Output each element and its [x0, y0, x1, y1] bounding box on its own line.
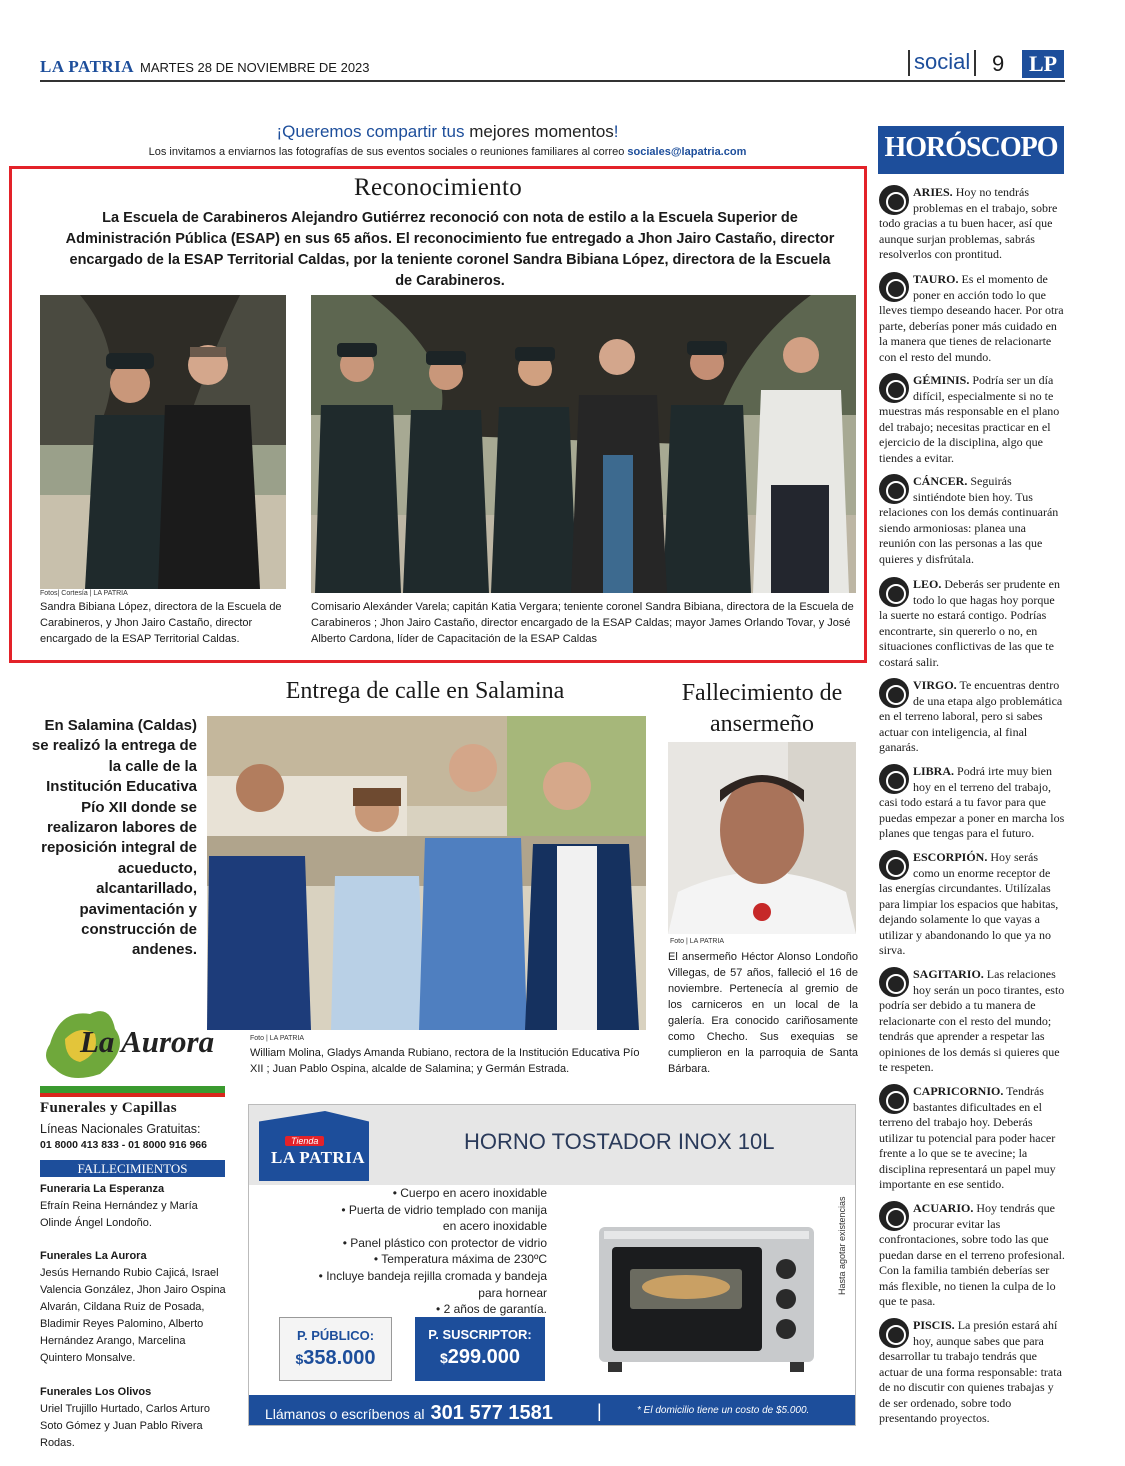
currency-symbol: $: [439, 1350, 448, 1366]
ad-title: HORNO TOSTADOR INOX 10L: [464, 1129, 775, 1154]
funeral-home-name: Funerales Los Olivos: [40, 1386, 152, 1398]
obituary-block: [40, 1248, 228, 1367]
horoscope-escorpion: [879, 850, 1065, 959]
photo-credit-reconocimiento: Fotos| Cortesía | LA PATRIA: [40, 590, 128, 597]
issue-date: MARTES 28 DE NOVIEMBRE DE 2023: [140, 60, 370, 75]
sign-name: CAPRICORNIO.: [913, 1084, 1004, 1098]
cancer-icon: [879, 474, 909, 504]
sign-name: TAURO.: [913, 272, 959, 286]
horoscope-acuario: [879, 1201, 1065, 1310]
horoscope-piscis: [879, 1318, 1065, 1427]
ad-feature: • Cuerpo en acero inoxidable: [392, 1186, 547, 1200]
sign-name: GÉMINIS.: [913, 373, 970, 387]
newspaper-logo: LA PATRIA: [40, 57, 135, 76]
sign-text: Las relaciones hoy serán un poco tirantes, esto podría ser debido a tu manera de relacionarte con el resto del mundo; tendrás que aprender a respetar las opiniones de los demás si quieres que te respeten.: [879, 967, 1065, 1074]
ad-delivery-note: * El domicilio tiene un costo de $5.000.: [637, 1405, 810, 1416]
fallecimientos-header: FALLECIMIENTOS: [40, 1160, 225, 1177]
tienda-label: Tienda: [285, 1136, 324, 1146]
obituary-block: [40, 1181, 228, 1232]
pisces-icon: [879, 1318, 909, 1348]
sign-name: LIBRA.: [913, 764, 955, 778]
price-public: [279, 1317, 392, 1381]
invite-body: Los invitamos a enviarnos las fotografías de sus eventos sociales o reuniones familiares al correo: [148, 146, 625, 158]
sign-text: Deberás ser prudente en todo lo que hagas hoy porque la suerte no estará contigo. Podrías encontrarte, sin quererlo o no, en situaciones conflictivas de las que te costará salir.: [879, 577, 1060, 669]
gemini-icon: [879, 373, 909, 403]
horoscope-geminis: [879, 373, 1065, 466]
section-name: social: [908, 50, 976, 76]
aurora-green-bar: [40, 1086, 225, 1093]
sign-text: Hoy no tendrás problemas en el trabajo, sobre todo gracias a tu buen hacer, así que aunque surjan problemas, sabrás resolverlos con prontitud.: [879, 185, 1058, 261]
price-subscriber: [415, 1317, 545, 1381]
photo-credit-fallecimiento: Foto | LA PATRIA: [670, 938, 725, 945]
horoscope-virgo: [879, 678, 1065, 756]
ad-stock-note: Hasta agotar existencias: [837, 1196, 847, 1295]
sign-text: La presión estará ahí hoy, aunque sabes que para desarrollar tu trabajo tendrás que actuar de una forma responsable: trata de no discutir con quienes trabajas y de ser ordenado, sobre todo presentando proyectos.: [879, 1318, 1062, 1425]
article-title-salamina: Entrega de calle en Salamina: [285, 678, 565, 704]
article-title-reconocimiento: Reconocimiento: [353, 174, 523, 201]
obituary-names: Efraín Reina Hernández y María Olinde Ángel Londoño.: [40, 1200, 198, 1229]
aquarius-icon: [879, 1201, 909, 1231]
sign-text: Tendrás bastantes dificultades en el terreno del trabajo hoy. Deberás utilizar tu potencial para poder hacer frente a lo que se te avecine; la disciplina representará un papel muy importante en ese sentido.: [879, 1084, 1056, 1191]
sign-text: Seguirás sintiéndote bien hoy. Tus relaciones con los demás continuarán siendo armoniosas: planea una reunión con las personas a las que quieres y disfrútala.: [879, 474, 1059, 566]
header-rule: [40, 80, 1065, 82]
aurora-logo-text: La Aurora: [80, 1024, 215, 1059]
obituary-names: Uriel Trujillo Hurtado, Carlos Arturo Soto Gómez y Juan Pablo Rivera Rodas.: [40, 1403, 210, 1449]
article-title-fallecimiento: Fallecimiento de ansermeño: [681, 680, 843, 737]
currency-symbol: $: [295, 1351, 304, 1367]
caption-photo-group: Comisario Alexánder Varela; capitán Katia Vergara; teniente coronel Sandra Bibiana, directora de la Escuela de Carabineros ; Jhon Jairo Castaño, director encargado de la ESAP Caldas; mayor James Orlando Tovar, y José Alberto Cardona, líder de Capacitación de la ESAP Caldas: [311, 601, 854, 645]
price-public-amount: 358.000: [303, 1347, 376, 1369]
ad-separator: |: [597, 1401, 602, 1421]
price-public-label: P. PÚBLICO:: [296, 1328, 375, 1343]
sign-name: ACUARIO.: [913, 1201, 974, 1215]
libra-icon: [879, 764, 909, 794]
ad-feature: • 2 años de garantía.: [436, 1302, 547, 1317]
sign-text: Es el momento de poner en acción todo lo que lleves tiempo deseando hacer. Por otra parte, deberías poner más cuidado en la manera que tienes de relacionarte con el resto del mundo.: [879, 272, 1064, 364]
page-number: 9: [992, 51, 1005, 76]
sign-name: ESCORPIÓN.: [913, 850, 988, 864]
sign-text: Hoy tendrás que procurar evitar las confrontaciones, sobre todo las que puedan darse en el terreno profesional. Con la familia también deberías ser más flexible, no tienen la culpa de lo que te pasa.: [879, 1201, 1065, 1308]
sign-text: Te encuentras dentro de una etapa algo problemática en el terreno laboral, pero si sabes actuar con inteligencia, al final ganarás.: [879, 678, 1063, 754]
sign-name: LEO.: [913, 577, 942, 591]
ad-phone-number[interactable]: 301 577 1581: [430, 1402, 553, 1424]
price-subscriber-value: [415, 1346, 545, 1369]
tienda-brand: LA PATRIA: [271, 1148, 366, 1167]
horoscope-header: HORÓSCOPO: [878, 126, 1064, 170]
article-lede-reconocimiento: La Escuela de Carabineros Alejandro Gutiérrez reconoció con nota de estilo a la Escuela Superior de Administración Pública (ESAP) en sus 65 años. El reconocimiento fue entregado a Jhon Jairo Castaño, director encargado de la ESAP Territorial Caldas, por la teniente coronel Sandra Bibiana López, directora de la Escuela de Carabineros.: [65, 210, 835, 289]
photo-credit-salamina: Foto | LA PATRIA: [250, 1035, 305, 1042]
sign-text: Podrá irte muy bien hoy en el terreno del trabajo, casi todo estará a tu favor para que puedas empezar a poner en marcha los planes que tengas para el futuro.: [879, 764, 1065, 840]
horoscope-cancer: [879, 474, 1065, 567]
aurora-phone-numbers: 01 8000 413 833 - 01 8000 916 966: [40, 1139, 207, 1151]
horoscope-capricornio: [879, 1084, 1065, 1193]
invite-part-a: ¡Queremos compartir tus: [276, 122, 465, 141]
photo-duo: [40, 295, 286, 589]
sign-name: SAGITARIO.: [913, 967, 984, 981]
sign-name: PISCIS.: [913, 1318, 955, 1332]
virgo-icon: [879, 678, 909, 708]
funeral-home-name: Funerales La Aurora: [40, 1250, 147, 1262]
horoscope-tauro: [879, 272, 1065, 365]
price-subscriber-label: P. SUSCRIPTOR:: [428, 1327, 532, 1342]
horoscope-sagitario: [879, 967, 1065, 1076]
lp-logo: LP: [1022, 50, 1064, 78]
toaster-oven-image: [594, 1217, 819, 1377]
price-public-value: [280, 1347, 391, 1370]
tienda-la-patria-logo: [259, 1111, 369, 1181]
sign-text: Hoy serás como un enorme receptor de las energías circundantes. Utilízalas para limpiar los espacios que habitas, dejando solamente lo que vayas a utilizar y abandonando lo que ya no sirva.: [879, 850, 1059, 957]
caption-photo-duo: Sandra Bibiana López, directora de la Escuela de Carabineros, y Jhon Jairo Castaño, director encargado de la ESAP Territorial Caldas.: [40, 601, 282, 645]
sign-name: VIRGO.: [913, 678, 957, 692]
ad-feature: • Panel plástico con protector de vidrio: [342, 1235, 547, 1250]
ad-feature: • Incluye bandeja rejilla cromada y bandeja: [318, 1268, 547, 1283]
article-text-salamina: En Salamina (Caldas) se realizó la entrega de la calle de la Institución Educativa Pío XII donde se realizaron labores de reposición integral de acueducto, alcantarillado, pavimentación y construcción de andenes.: [31, 717, 197, 959]
ad-feature: en acero inoxidable: [442, 1219, 547, 1234]
funeral-home-name: Funeraria La Esperanza: [40, 1183, 165, 1195]
sign-name: CÁNCER.: [913, 474, 968, 488]
capricorn-icon: [879, 1084, 909, 1114]
ad-feature: • Temperatura máxima de 230ºC: [373, 1252, 547, 1267]
horoscope-libra: [879, 764, 1065, 842]
aurora-caption: Funerales y Capillas: [40, 1100, 177, 1116]
obituary-names: Jesús Hernando Rubio Cajicá, Israel Valencia González, Jhon Jairo Ospina Alvarán, Cildana Ruiz de Posada, Bladimir Reyes Palomino, Alberto Hernández Arango, Marcelina Quintero Monsalve.: [40, 1267, 226, 1364]
ad-horno[interactable]: [248, 1104, 856, 1426]
ad-features: [289, 1185, 547, 1318]
scorpio-icon: [879, 850, 909, 880]
article-text-fallecimiento: El ansermeño Héctor Alonso Londoño Villegas, de 57 años, falleció el 16 de noviembre. Pertenecía al gremio de los carniceros en un local de la galería. Era conocido cariñosamente como Checho. Sus exequias se cumplieron en la parroquia de Santa Bárbara.: [668, 951, 858, 1075]
invite-text: [0, 146, 895, 158]
invite-headline: [0, 122, 895, 142]
ad-footer: [249, 1395, 855, 1426]
price-subscriber-amount: 299.000: [447, 1346, 521, 1368]
aries-icon: [879, 185, 909, 215]
taurus-icon: [879, 272, 909, 302]
sign-name: ARIES.: [913, 185, 953, 199]
invite-part-c: !: [613, 122, 619, 141]
obituary-block: [40, 1384, 228, 1452]
photo-salamina: [207, 716, 646, 1030]
ad-call: [265, 1402, 553, 1425]
ad-feature: • Puerta de vidrio templado con manija: [341, 1202, 547, 1217]
horoscope-leo: [879, 577, 1065, 670]
ad-call-label: Llámanos o escríbenos al: [265, 1406, 425, 1422]
aurora-red-bar: [40, 1093, 225, 1097]
photo-group: [311, 295, 856, 593]
leo-icon: [879, 577, 909, 607]
ad-feature: para hornear: [478, 1285, 547, 1300]
caption-photo-salamina: William Molina, Gladys Amanda Rubiano, rectora de la Institución Educativa Pío XII ; Juan Pablo Ospina, alcalde de Salamina; y Germán Estrada.: [250, 1047, 640, 1075]
horoscope-aries: [879, 185, 1065, 263]
horoscope-rule: [878, 170, 1064, 174]
invite-part-b: mejores momentos: [469, 122, 614, 141]
sagittarius-icon: [879, 967, 909, 997]
sign-text: Podría ser un día difícil, especialmente si no te muestras más responsable en el plano del trabajo; necesitas practicar en el ejercicio de la disciplina, algo que tiendes a evitar.: [879, 373, 1060, 465]
aurora-lines-label: Líneas Nacionales Gratuitas:: [40, 1122, 201, 1136]
invite-email[interactable]: sociales@lapatria.com: [627, 146, 747, 158]
photo-fallecimiento: [668, 742, 856, 934]
